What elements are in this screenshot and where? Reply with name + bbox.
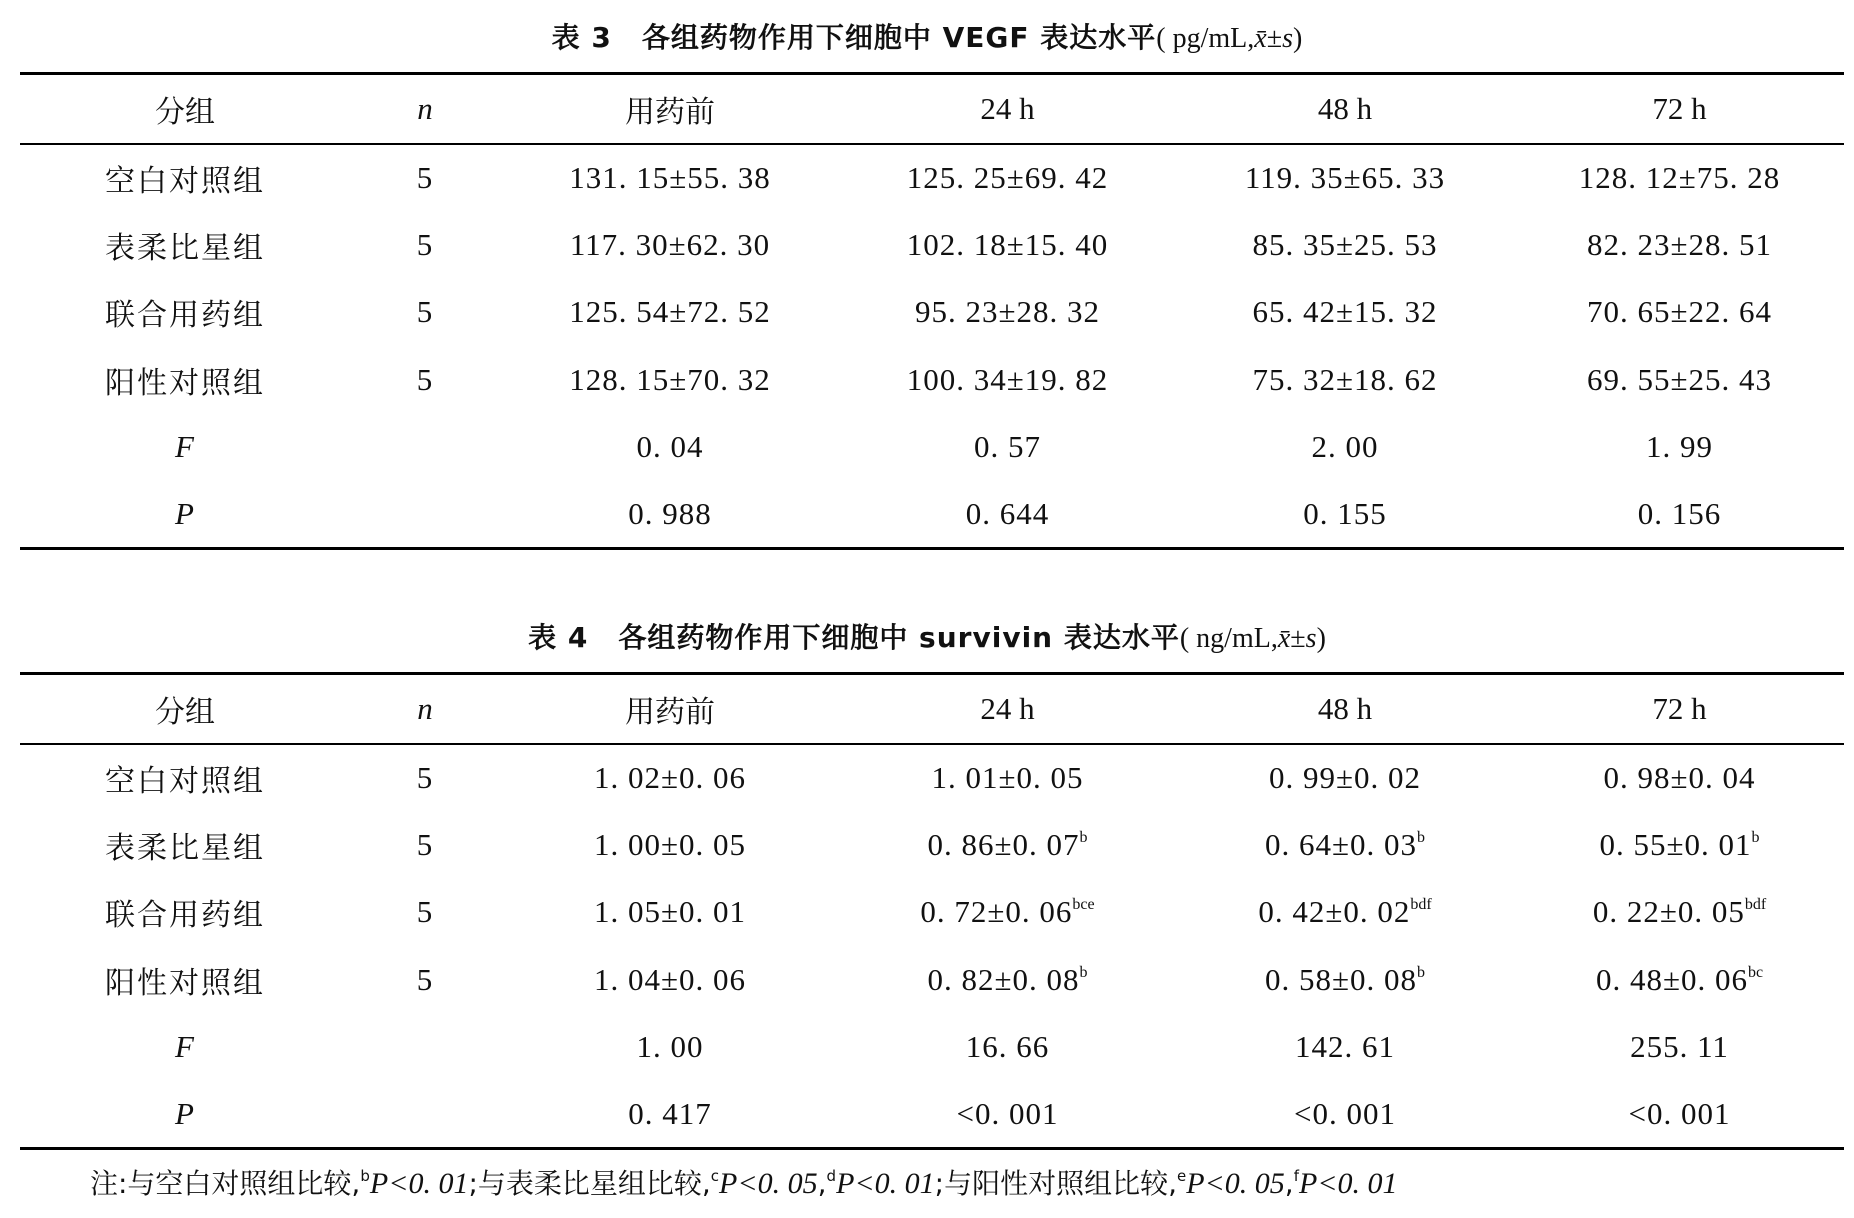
table3 <box>20 72 1844 550</box>
mean-sd-value: 0. 22±0. 05 <box>1592 894 1745 930</box>
mean-sd-value: 100. 34±19. 82 <box>906 361 1109 397</box>
value-cell <box>500 211 840 279</box>
value-cell <box>1175 744 1515 812</box>
table-row <box>20 346 1844 414</box>
stat-value: <0. 001 <box>1515 1081 1844 1149</box>
table3-caption <box>0 16 1854 56</box>
stat-row <box>20 481 1844 549</box>
col-header-n: n <box>350 74 500 144</box>
table4-caption <box>0 616 1854 656</box>
mean-sd-value: 0. 58±0. 08 <box>1264 961 1417 997</box>
value-cell <box>840 279 1175 347</box>
group-name-cell: 联合用药组 <box>105 298 265 334</box>
mean-sd-value: 0. 55±0. 01 <box>1599 826 1752 862</box>
significance-marker: bdf <box>1744 896 1767 914</box>
table4 <box>20 672 1844 1150</box>
value-cell <box>500 811 840 879</box>
mean-sd-value: 0. 86±0. 07 <box>927 826 1080 862</box>
stat-label: P <box>20 1081 350 1149</box>
value-cell <box>1175 946 1515 1014</box>
table-row <box>20 211 1844 279</box>
mean-sd-value: 1. 00±0. 05 <box>593 826 746 862</box>
stat-value: 1. 00 <box>636 1029 704 1065</box>
value-cell <box>840 946 1175 1014</box>
mean-sd-value: 131. 15±55. 38 <box>569 159 771 195</box>
table4-body <box>20 744 1844 1149</box>
value-cell <box>500 879 840 947</box>
sample-size-cell: 5 <box>416 826 434 862</box>
table-row <box>20 279 1844 347</box>
group-name-cell: 阳性对照组 <box>105 365 265 401</box>
col-header-24h: 24 h <box>840 74 1175 144</box>
table3-unit: ( pg/mL,x̄±s) <box>1156 23 1303 54</box>
value-cell <box>1175 144 1515 212</box>
sample-size-cell: 5 <box>416 361 434 397</box>
stat-value: 0. 04 <box>636 429 704 465</box>
mean-sd-value: 65. 42±15. 32 <box>1252 294 1438 330</box>
stat-value: 16. 66 <box>965 1029 1050 1065</box>
value-cell <box>1175 346 1515 414</box>
table3-body <box>20 144 1844 549</box>
mean-sd-value: 0. 99±0. 02 <box>1268 759 1421 795</box>
significance-marker: b <box>1417 963 1425 981</box>
empty-cell <box>350 481 500 549</box>
stat-row <box>20 1014 1844 1082</box>
mean-sd-value: 85. 35±25. 53 <box>1252 226 1438 262</box>
value-cell <box>840 211 1175 279</box>
table3-header-row <box>20 74 1844 144</box>
value-cell <box>1515 211 1844 279</box>
value-cell <box>840 346 1175 414</box>
mean-sd-value: 117. 30±62. 30 <box>569 226 771 262</box>
sample-size-cell: 5 <box>416 759 434 795</box>
value-cell <box>1515 946 1844 1014</box>
mean-sd-value: 0. 82±0. 08 <box>927 961 1080 997</box>
stat-value: 0. 417 <box>500 1081 840 1149</box>
empty-cell <box>350 414 500 482</box>
value-cell <box>840 744 1175 812</box>
empty-cell <box>350 1014 500 1082</box>
table-row <box>20 744 1844 812</box>
mean-sd-value: 1. 04±0. 06 <box>593 961 746 997</box>
table4-label: 表 4 <box>528 621 589 654</box>
col-header-before: 用药前 <box>500 74 840 144</box>
group-name-cell: 阳性对照组 <box>105 965 265 1001</box>
mean-sd-value: 1. 01±0. 05 <box>931 759 1084 795</box>
value-cell <box>500 744 840 812</box>
col-header-group: 分组 <box>20 74 350 144</box>
table3-title: 各组药物作用下细胞中 VEGF 表达水平 <box>641 21 1157 54</box>
sample-size-cell: 5 <box>416 294 434 330</box>
mean-sd-value: 0. 98±0. 04 <box>1603 759 1756 795</box>
stat-value: 0. 57 <box>974 429 1041 465</box>
mean-sd-value: 1. 02±0. 06 <box>593 759 746 795</box>
value-cell <box>1515 346 1844 414</box>
table4-title: 各组药物作用下细胞中 survivin 表达水平 <box>618 621 1180 654</box>
mean-sd-value: 125. 25±69. 42 <box>906 159 1109 195</box>
stat-value: <0. 001 <box>1175 1081 1515 1149</box>
col-header-group: 分组 <box>20 674 350 744</box>
col-header-before: 用药前 <box>500 674 840 744</box>
col-header-24h: 24 h <box>840 674 1175 744</box>
stat-value: 0. 156 <box>1515 481 1844 549</box>
col-header-72h: 72 h <box>1515 674 1844 744</box>
significance-marker: bc <box>1747 963 1764 981</box>
value-cell <box>500 279 840 347</box>
table-row <box>20 946 1844 1014</box>
table-row <box>20 144 1844 212</box>
table4-header-row <box>20 674 1844 744</box>
value-cell <box>500 346 840 414</box>
significance-marker: b <box>1417 828 1425 846</box>
value-cell <box>1175 211 1515 279</box>
stat-value: 1. 99 <box>1646 429 1713 465</box>
table-footnote: 注:与空白对照组比较,$^b$P<0. 01;与表柔比星组比较,$^c$P<0. 05,$^d$P<0. 01;与阳性对照组比较,$^e$P<0. 05,$^f$P<0. 01 <box>90 1167 1398 1200</box>
mean-sd-value: 75. 32±18. 62 <box>1252 361 1438 397</box>
table-row <box>20 879 1844 947</box>
mean-sd-value: 1. 05±0. 01 <box>593 894 746 930</box>
stat-label: F <box>175 1029 195 1065</box>
value-cell <box>1515 279 1844 347</box>
mean-sd-value: 119. 35±65. 33 <box>1244 159 1446 195</box>
mean-sd-value: 128. 15±70. 32 <box>569 361 771 397</box>
sample-size-cell: 5 <box>416 894 434 930</box>
mean-sd-value: 128. 12±75. 28 <box>1578 159 1781 195</box>
significance-marker: b <box>1079 963 1088 981</box>
mean-sd-value: 0. 72±0. 06 <box>920 894 1073 930</box>
group-name-cell: 表柔比星组 <box>105 230 265 266</box>
empty-cell <box>350 1081 500 1149</box>
stat-value: 2. 00 <box>1311 429 1379 465</box>
mean-sd-value: 69. 55±25. 43 <box>1586 361 1772 397</box>
col-header-n: n <box>350 674 500 744</box>
stat-label: F <box>175 429 195 465</box>
sample-size-cell: 5 <box>416 226 434 262</box>
mean-sd-value: 0. 48±0. 06 <box>1595 961 1748 997</box>
stat-row <box>20 1081 1844 1149</box>
mean-sd-value: 0. 64±0. 03 <box>1264 826 1417 862</box>
mean-sd-value: 125. 54±72. 52 <box>569 294 771 330</box>
value-cell <box>1175 279 1515 347</box>
value-cell <box>840 811 1175 879</box>
table4-unit: ( ng/mL,x̄±s) <box>1179 623 1326 654</box>
value-cell <box>1175 811 1515 879</box>
value-cell <box>1515 744 1844 812</box>
mean-sd-value: 95. 23±28. 32 <box>914 294 1100 330</box>
mean-sd-value: 102. 18±15. 40 <box>906 226 1109 262</box>
stat-value: 0. 155 <box>1175 481 1515 549</box>
value-cell <box>1515 144 1844 212</box>
value-cell <box>1515 811 1844 879</box>
table3-label: 表 3 <box>551 21 612 54</box>
significance-marker: b <box>1751 828 1760 846</box>
sample-size-cell: 5 <box>416 159 434 195</box>
stat-label: P <box>20 481 350 549</box>
value-cell <box>840 879 1175 947</box>
group-name-cell: 空白对照组 <box>105 763 265 799</box>
value-cell <box>500 144 840 212</box>
stat-value: 0. 988 <box>500 481 840 549</box>
mean-sd-value: 70. 65±22. 64 <box>1586 294 1772 330</box>
stat-value: 255. 11 <box>1630 1029 1729 1065</box>
significance-marker: b <box>1079 828 1088 846</box>
col-header-72h: 72 h <box>1515 74 1844 144</box>
significance-marker: bdf <box>1410 896 1432 914</box>
stat-value: 142. 61 <box>1295 1029 1395 1065</box>
col-header-48h: 48 h <box>1175 74 1515 144</box>
group-name-cell: 联合用药组 <box>105 898 265 934</box>
group-name-cell: 表柔比星组 <box>105 830 265 866</box>
value-cell <box>1175 879 1515 947</box>
table-row <box>20 811 1844 879</box>
value-cell <box>1515 879 1844 947</box>
sample-size-cell: 5 <box>416 961 434 997</box>
col-header-48h: 48 h <box>1175 674 1515 744</box>
value-cell <box>500 946 840 1014</box>
stat-value: 0. 644 <box>840 481 1175 549</box>
stat-value: <0. 001 <box>840 1081 1175 1149</box>
group-name-cell: 空白对照组 <box>105 163 265 199</box>
mean-sd-value: 82. 23±28. 51 <box>1586 226 1772 262</box>
value-cell <box>840 144 1175 212</box>
mean-sd-value: 0. 42±0. 02 <box>1258 894 1411 930</box>
significance-marker: bce <box>1072 896 1095 914</box>
stat-row <box>20 414 1844 482</box>
